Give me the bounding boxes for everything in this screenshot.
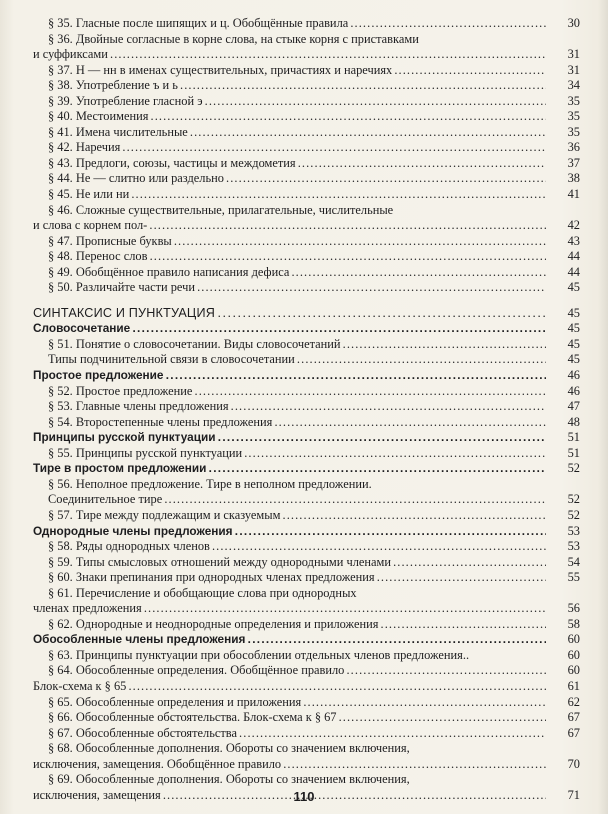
toc-entry — [0, 570, 608, 586]
toc-entry — [0, 94, 608, 110]
toc-entry-page: 46 — [567, 383, 580, 398]
toc-entry-page: 45 — [567, 352, 580, 367]
toc-entry-title: § 36. Двойные согласные в корне слова, на стыке корня с приставками — [48, 31, 419, 46]
toc-section-heading — [0, 524, 608, 540]
toc-entry-page: 35 — [567, 124, 580, 139]
toc-entry-title: § 60. Знаки препинания при однородных членах предложения . . . — [48, 570, 546, 586]
toc-entry-title: § 56. Неполное предложение. Тире в неполном предложении. — [48, 476, 372, 491]
toc-entry-title: § 54. Второстепенные члены предложения . . . — [48, 415, 546, 431]
toc-entry-title: § 59. Типы смысловых отношений между однородными членами . . . — [48, 555, 546, 571]
page-shadow — [598, 0, 608, 814]
toc-entry-title: § 53. Главные члены предложения . . . — [48, 399, 546, 415]
toc-entry — [0, 249, 608, 265]
toc-entry — [0, 218, 608, 234]
toc-entry-page: 43 — [567, 233, 580, 248]
toc-entry-title: § 64. Обособленные определения. Обобщённое правило . . . — [48, 663, 546, 679]
toc-entry-title: § 48. Перенос слов . . . — [48, 249, 546, 265]
toc-entry-title: и суффиксами . . . — [33, 47, 546, 63]
toc-entry-page: 58 — [567, 616, 580, 631]
toc-entry-page: 51 — [567, 430, 580, 445]
toc-entry-title: § 39. Употребление гласной э . . . — [48, 94, 546, 110]
toc-entry-title: § 41. Имена числительные . . . — [48, 125, 546, 141]
toc-entry-title: § 55. Принципы русской пунктуации . . . — [48, 446, 546, 462]
toc-entry-title: § 63. Принципы пунктуации при обособлении отдельных членов предложения.. — [48, 647, 470, 662]
toc-entry-title: § 58. Ряды однородных членов . . . — [48, 539, 546, 555]
toc-entry — [0, 125, 608, 141]
toc-entry-page: 54 — [567, 554, 580, 569]
toc-entry-title: § 65. Обособленные определения и приложения . . . — [48, 695, 546, 711]
toc-entry-title: § 51. Понятие о словосочетании. Виды словосочетаний . . . — [48, 337, 546, 353]
toc-entry-page: 36 — [567, 140, 580, 155]
toc-entry — [0, 477, 608, 493]
toc-entry — [0, 265, 608, 281]
toc-entry-page: 44 — [567, 264, 580, 279]
toc-entry-page: 46 — [567, 368, 580, 383]
toc-entry-title: СИНТАКСИС И ПУНКТУАЦИЯ . . . — [33, 306, 546, 322]
toc-entry — [0, 492, 608, 508]
toc-entry-title: исключения, замещения . . . — [33, 788, 546, 804]
toc-entry — [0, 648, 608, 664]
toc-entry — [0, 47, 608, 63]
toc-entry-page: 52 — [567, 461, 580, 476]
toc-entry-title: § 50. Различайте части речи . . . — [48, 280, 546, 296]
toc-entry-title: Блок-схема к § 65 . . . — [33, 679, 546, 695]
toc-section-heading — [0, 368, 608, 384]
toc-entry — [0, 663, 608, 679]
toc-entry-title: Словосочетание . . . — [33, 321, 546, 337]
toc-entry — [0, 415, 608, 431]
toc-entry-page: 45 — [567, 336, 580, 351]
toc-entry-page: 51 — [567, 445, 580, 460]
toc-entry-page: 61 — [567, 678, 580, 693]
toc-entry-page: 34 — [567, 78, 580, 93]
toc-entry-page: 37 — [567, 155, 580, 170]
toc-entry-title: § 52. Простое предложение . . . — [48, 384, 546, 400]
toc-entry-title: § 69. Обособленные дополнения. Обороты со значением включения, — [48, 772, 410, 787]
toc-entry-title: Соединительное тире . . . — [48, 492, 546, 508]
toc-entry-page: 53 — [567, 523, 580, 538]
toc-entry-page: 67 — [567, 725, 580, 740]
toc-entry — [0, 695, 608, 711]
toc-entry-title: § 47. Прописные буквы . . . — [48, 234, 546, 250]
toc-entry — [0, 772, 608, 788]
toc-entry — [0, 234, 608, 250]
toc-entry-page: 45 — [567, 321, 580, 336]
toc-entry — [0, 156, 608, 172]
toc-entry-page: 31 — [567, 47, 580, 62]
toc-entry — [0, 78, 608, 94]
toc-entry-title: Обособленные члены предложения . . . — [33, 632, 546, 648]
toc-entry-page: 70 — [567, 756, 580, 771]
toc-entry-title: § 45. Не или ни . . . — [48, 187, 546, 203]
toc-entry — [0, 508, 608, 524]
toc-entry-page: 38 — [567, 171, 580, 186]
toc-entry-title: § 67. Обособленные обстоятельства . . . — [48, 726, 546, 742]
toc-entry-title: § 49. Обобщённое правило написания дефиса . . . — [48, 265, 546, 281]
toc-entry-title: § 66. Обособленные обстоятельства. Блок-схема к § 67 . . . — [48, 710, 546, 726]
toc-entry — [0, 601, 608, 617]
toc-entry-page: 67 — [567, 710, 580, 725]
toc-entry — [0, 726, 608, 742]
toc-entry-page: 45 — [567, 305, 580, 320]
toc-entry — [0, 617, 608, 633]
toc-entry-page: 44 — [567, 249, 580, 264]
toc-entry — [0, 586, 608, 602]
toc-entry-title: Простое предложение . . . — [33, 368, 546, 384]
toc-entry — [0, 741, 608, 757]
toc-entry-page: 47 — [567, 399, 580, 414]
toc-entry-page: 55 — [567, 570, 580, 585]
toc-entry — [0, 63, 608, 79]
toc-section-heading — [0, 430, 608, 446]
toc-entry-page: 48 — [567, 414, 580, 429]
toc-entry-title: § 46. Сложные существительные, прилагательные, числительные — [48, 202, 394, 217]
toc-entry-title: исключения, замещения. Обобщённое правило . . . — [33, 757, 546, 773]
toc-entry — [0, 710, 608, 726]
toc-entry-title: § 68. Обособленные дополнения. Обороты со значением включения, — [48, 741, 410, 756]
toc-entry-title: Принципы русской пунктуации . . . — [33, 430, 546, 446]
toc-entry — [0, 384, 608, 400]
toc-section-heading — [0, 461, 608, 477]
toc-entry-page: 56 — [567, 601, 580, 616]
toc-entry-page: 41 — [567, 187, 580, 202]
toc-entry — [0, 679, 608, 695]
toc-entry-title: § 62. Однородные и неоднородные определения и приложения . . . — [48, 617, 546, 633]
toc-entry-title: § 42. Наречия . . . — [48, 140, 546, 156]
toc-entry-page: 62 — [567, 694, 580, 709]
toc-entry-title: § 57. Тире между подлежащим и сказуемым . . . — [48, 508, 546, 524]
toc-entry-page: 35 — [567, 109, 580, 124]
toc-entry — [0, 203, 608, 219]
toc-entry-page: 71 — [567, 787, 580, 802]
toc-entry — [0, 446, 608, 462]
page-number: 110 — [293, 789, 315, 804]
toc-entry-title: Типы подчинительной связи в словосочетании . . . — [48, 352, 546, 368]
toc-entry — [0, 337, 608, 353]
toc-entry-page: 31 — [567, 62, 580, 77]
toc-entry — [0, 539, 608, 555]
toc-entry-title: § 40. Местоимения . . . — [48, 109, 546, 125]
toc-entry-title: § 43. Предлоги, союзы, частицы и междометия . . . — [48, 156, 546, 172]
table-of-contents — [0, 16, 608, 803]
toc-entry-title: § 35. Гласные после шипящих и ц. Обобщённые правила . . . — [48, 16, 546, 32]
toc-entry-page: 60 — [567, 663, 580, 678]
toc-entry-title: Однородные члены предложения . . . — [33, 524, 546, 540]
toc-entry-title: § 38. Употребление ъ и ь . . . — [48, 78, 546, 94]
toc-entry — [0, 171, 608, 187]
toc-entry-title: Тире в простом предложении . . . — [33, 461, 546, 477]
toc-entry — [0, 555, 608, 571]
toc-entry-page: 52 — [567, 492, 580, 507]
toc-entry-title: членах предложения . . . — [33, 601, 546, 617]
toc-entry — [0, 32, 608, 48]
toc-entry-title: § 44. Не — слитно или раздельно . . . — [48, 171, 546, 187]
toc-entry-title: § 61. Перечисление и обобщающие слова при однородных — [48, 585, 357, 600]
toc-entry — [0, 757, 608, 773]
toc-entry-page: 35 — [567, 93, 580, 108]
toc-entry-page: 60 — [567, 647, 580, 662]
toc-entry-page: 52 — [567, 507, 580, 522]
toc-entry — [0, 280, 608, 296]
toc-entry-page: 30 — [567, 16, 580, 30]
toc-entry — [0, 352, 608, 368]
toc-section-heading — [0, 321, 608, 337]
toc-entry-title: и слова с корнем пол- . . . — [33, 218, 546, 234]
toc-entry-page: 60 — [567, 632, 580, 647]
toc-entry — [0, 16, 608, 32]
toc-entry-page: 45 — [567, 280, 580, 295]
toc-entry — [0, 140, 608, 156]
toc-entry — [0, 399, 608, 415]
toc-entry — [0, 187, 608, 203]
toc-entry-page: 42 — [567, 218, 580, 233]
toc-entry-page: 53 — [567, 539, 580, 554]
toc-part-heading — [0, 306, 608, 322]
toc-entry-title: § 37. Н — нн в именах существительных, причастиях и наречиях . . . — [48, 63, 546, 79]
toc-section-heading — [0, 632, 608, 648]
toc-entry — [0, 109, 608, 125]
